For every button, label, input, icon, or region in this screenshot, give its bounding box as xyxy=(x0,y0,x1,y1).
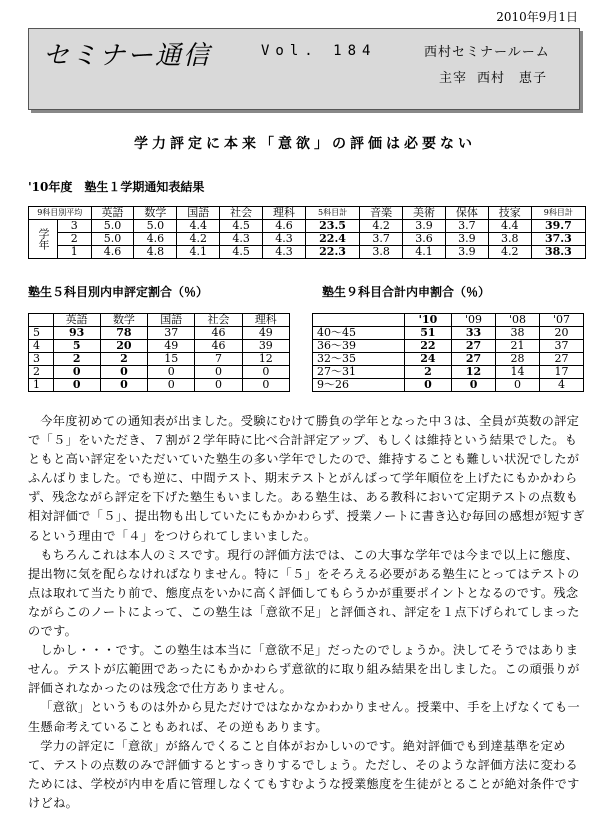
header-cell: 社会 xyxy=(195,314,242,327)
table-cell: 0 xyxy=(404,379,451,392)
table-cell: 2 xyxy=(100,353,147,366)
table-row xyxy=(29,366,290,379)
newsletter-header xyxy=(28,28,580,110)
body-paragraph: 学力の評定に「意欲」が絡んでくること自体がおかしいのです。絶対評価でも到達基準を定めて、テストの点数のみで評価するとすっきりするでしょう。ただし、そのような評価方法に変わるためには、学校が内申を盾に管理しなくてもすむような授業態度を生徒がとることが絶対条件ですけどね。 xyxy=(28,738,580,810)
table-cell: 5 xyxy=(53,340,100,353)
table-cell: 33 xyxy=(452,327,496,340)
table-cell: 39 xyxy=(242,340,289,353)
header-cell: '07 xyxy=(540,314,584,327)
table-cell: 7 xyxy=(195,353,242,366)
table-cell: 38.3 xyxy=(531,246,585,259)
table-cell: 5.0 xyxy=(91,220,134,233)
table-cell: 37.3 xyxy=(531,233,585,246)
table-cell: 38 xyxy=(496,327,540,340)
author-name: 西村 恵子 xyxy=(477,71,548,86)
table-cell: 4.6 xyxy=(263,220,306,233)
header-cell: 社会 xyxy=(220,207,263,220)
table-cell: 4.2 xyxy=(488,246,531,259)
header-cell: 国語 xyxy=(177,207,220,220)
article-body xyxy=(28,412,588,813)
table-cell: 49 xyxy=(242,327,289,340)
table-row xyxy=(313,340,584,353)
table-cell: 3 xyxy=(58,220,92,233)
table-cell: 4.8 xyxy=(134,246,177,259)
table-cell: 3.9 xyxy=(445,246,488,259)
table-row xyxy=(29,353,290,366)
table-cell: 0 xyxy=(195,366,242,379)
table-cell: 0 xyxy=(195,379,242,392)
table-cell: 0 xyxy=(242,366,289,379)
table-cell: 4.3 xyxy=(263,233,306,246)
body-paragraph: しかし・・・です。この塾生は本当に「意欲不足」だったのでしょうか。決してそうではありません。テストが広範囲であったにもかかわらず意欲的に取り組み結果を出しました。この頑張りが評価されなかったのは残念で仕方ありません。 xyxy=(28,643,580,696)
table-cell: 0 xyxy=(100,366,147,379)
body-paragraph: 「意欲」というものは外から見ただけではなかなかわかりません。授業中、手を上げなくても一生懸命考えていることもあれば、その逆もあります。 xyxy=(28,700,581,734)
table-cell: 21 xyxy=(496,340,540,353)
table-cell: 5.0 xyxy=(134,220,177,233)
table-cell: 2 xyxy=(404,366,451,379)
header-cell: 数学 xyxy=(100,314,147,327)
table-row xyxy=(29,233,586,246)
header-cell: 9科目計 xyxy=(531,207,585,220)
header-cell: 音楽 xyxy=(360,207,403,220)
table-cell: 4.2 xyxy=(177,233,220,246)
author-role: 主宰 xyxy=(439,71,468,86)
header-cell: 理科 xyxy=(263,207,306,220)
corner-cell xyxy=(29,314,54,327)
table-cell: 37 xyxy=(540,340,584,353)
volume-number: Vol. 184 xyxy=(261,43,377,59)
table-cell: 0 xyxy=(496,379,540,392)
table-row xyxy=(29,220,586,233)
table-cell: 17 xyxy=(540,366,584,379)
header-cell: 英語 xyxy=(91,207,134,220)
table-cell: 46 xyxy=(195,327,242,340)
table-cell: 27 xyxy=(452,340,496,353)
table-cell: 4.3 xyxy=(263,246,306,259)
table-cell: 0 xyxy=(148,366,195,379)
section-title-report-results: '10年度 塾生１学期通知表結果 xyxy=(28,180,205,194)
corner-cell: 9科目別平均 xyxy=(29,207,92,220)
table-cell: 0 xyxy=(242,379,289,392)
report-card-table xyxy=(28,206,586,259)
table-cell: 14 xyxy=(496,366,540,379)
table-row xyxy=(313,366,584,379)
table-cell: 3.8 xyxy=(488,233,531,246)
table-cell: 27 xyxy=(540,353,584,366)
table-cell: 3.8 xyxy=(360,246,403,259)
table-cell: 4.6 xyxy=(91,246,134,259)
table-cell: 4.2 xyxy=(360,220,403,233)
article-headline: 学力評定に本来「意欲」の評価は必要ない xyxy=(134,136,476,152)
header-cell: 技家 xyxy=(488,207,531,220)
table-header-row xyxy=(29,207,586,220)
body-paragraph: もちろんこれは本人のミスです。現行の評価方法では、この大事な学年では今まで以上に態度、提出物に気を配らなければなりません。特に「５」をそろえる必要がある塾生にとってはテストの点は取れて当たり前で、態度点をいかに高く評価してもらうかが重要ポイントとなるのです。残念ながらこのノートによって、この塾生は「意欲不足」と評価され、評定を１点下げられてしまったのです。 xyxy=(28,547,580,639)
table-cell: 3 xyxy=(29,353,54,366)
header-cell: 国語 xyxy=(148,314,195,327)
header-cell: 保体 xyxy=(445,207,488,220)
table-cell: 3.9 xyxy=(445,233,488,246)
table-cell: 0 xyxy=(100,379,147,392)
table-cell: 2 xyxy=(58,233,92,246)
table-cell: 51 xyxy=(404,327,451,340)
table-cell: 3.7 xyxy=(445,220,488,233)
table-cell: 27 xyxy=(452,353,496,366)
corner-cell xyxy=(313,314,405,327)
table-cell: 4.5 xyxy=(220,246,263,259)
table-cell: 1 xyxy=(58,246,92,259)
header-cell: '09 xyxy=(452,314,496,327)
section-title-total-ratio: 塾生９科目合計内申割合（％） xyxy=(322,285,491,299)
newsletter-title: セミナー通信 xyxy=(43,41,212,71)
table-row xyxy=(29,246,586,259)
table-row xyxy=(29,327,290,340)
table-cell: 0 xyxy=(148,379,195,392)
table-cell: 3.7 xyxy=(360,233,403,246)
table-cell: 12 xyxy=(242,353,289,366)
table-cell: 3.6 xyxy=(403,233,446,246)
header-cell: '10 xyxy=(404,314,451,327)
table-cell: 15 xyxy=(148,353,195,366)
table-cell: 4.1 xyxy=(403,246,446,259)
table-cell: 4.1 xyxy=(177,246,220,259)
header-cell: 美術 xyxy=(403,207,446,220)
table-cell: 22.4 xyxy=(305,233,359,246)
table-cell: 39.7 xyxy=(531,220,585,233)
issue-date: 2010年9月1日 xyxy=(496,10,578,24)
table-cell: 4 xyxy=(540,379,584,392)
table-cell: 1 xyxy=(29,379,54,392)
table-cell: 2 xyxy=(53,353,100,366)
header-cell: 英語 xyxy=(53,314,100,327)
subject-grade-ratio-table xyxy=(28,313,290,392)
table-cell: 93 xyxy=(53,327,100,340)
header-cell: 5科目計 xyxy=(305,207,359,220)
table-cell: 46 xyxy=(195,340,242,353)
table-cell: 4.3 xyxy=(220,233,263,246)
table-cell: 28 xyxy=(496,353,540,366)
table-cell: 0 xyxy=(452,379,496,392)
table-cell: 0 xyxy=(53,379,100,392)
table-cell: 4.5 xyxy=(220,220,263,233)
table-cell: 2 xyxy=(29,366,54,379)
body-paragraph: 今年度初めての通知表が出ました。受験にむけて勝負の学年となった中３は、全員が英数の評定で「５」をいただき、７割が２学年時に比べ合計評定アップ、もしくは維持という結果でした。もともと高い評定をいただいていた塾生の多い学年でしたので、維持することも難しい状況でしたがふんばりました。でも逆に、中間テスト、期末テストとがんばって学年順位を上げたにもかかわらず、残念ながら評定を下げた塾生もいました。ある塾生は、ある教科において定期テストの点数も相対評価で「５」、提出物も出していたにもかかわらず、授業ノートに書き込む毎回の感想が短すぎるという理由で「４」をつけられてしまいました。 xyxy=(28,414,585,543)
total-grade-ratio-table xyxy=(312,313,584,392)
table-cell: 4 xyxy=(29,340,54,353)
table-cell: 3.9 xyxy=(403,220,446,233)
table-row xyxy=(313,327,584,340)
organization-name: 西村セミナールーム xyxy=(424,45,550,60)
table-cell: 27～31 xyxy=(313,366,405,379)
section-title-subject-ratio: 塾生５科目別内申評定割合（％） xyxy=(28,285,209,299)
table-cell: 22.3 xyxy=(305,246,359,259)
table-row xyxy=(313,379,584,392)
table-cell: 5.0 xyxy=(91,233,134,246)
row-group-label: 学年 xyxy=(29,220,58,259)
table-cell: 24 xyxy=(404,353,451,366)
table-cell: 4.6 xyxy=(134,233,177,246)
author-line xyxy=(439,67,557,86)
header-cell: 数学 xyxy=(134,207,177,220)
table-cell: 22 xyxy=(404,340,451,353)
table-header-row xyxy=(313,314,584,327)
header-cell: '08 xyxy=(496,314,540,327)
table-cell: 5 xyxy=(29,327,54,340)
table-cell: 9～26 xyxy=(313,379,405,392)
table-cell: 37 xyxy=(148,327,195,340)
table-cell: 12 xyxy=(452,366,496,379)
table-cell: 20 xyxy=(540,327,584,340)
table-cell: 49 xyxy=(148,340,195,353)
table-cell: 32～35 xyxy=(313,353,405,366)
table-cell: 0 xyxy=(53,366,100,379)
table-cell: 23.5 xyxy=(305,220,359,233)
table-row xyxy=(29,340,290,353)
table-cell: 20 xyxy=(100,340,147,353)
table-row xyxy=(313,353,584,366)
table-header-row xyxy=(29,314,290,327)
header-cell: 理科 xyxy=(242,314,289,327)
table-cell: 78 xyxy=(100,327,147,340)
table-cell: 36～39 xyxy=(313,340,405,353)
table-row xyxy=(29,379,290,392)
table-cell: 4.4 xyxy=(177,220,220,233)
table-cell: 40～45 xyxy=(313,327,405,340)
table-cell: 4.4 xyxy=(488,220,531,233)
